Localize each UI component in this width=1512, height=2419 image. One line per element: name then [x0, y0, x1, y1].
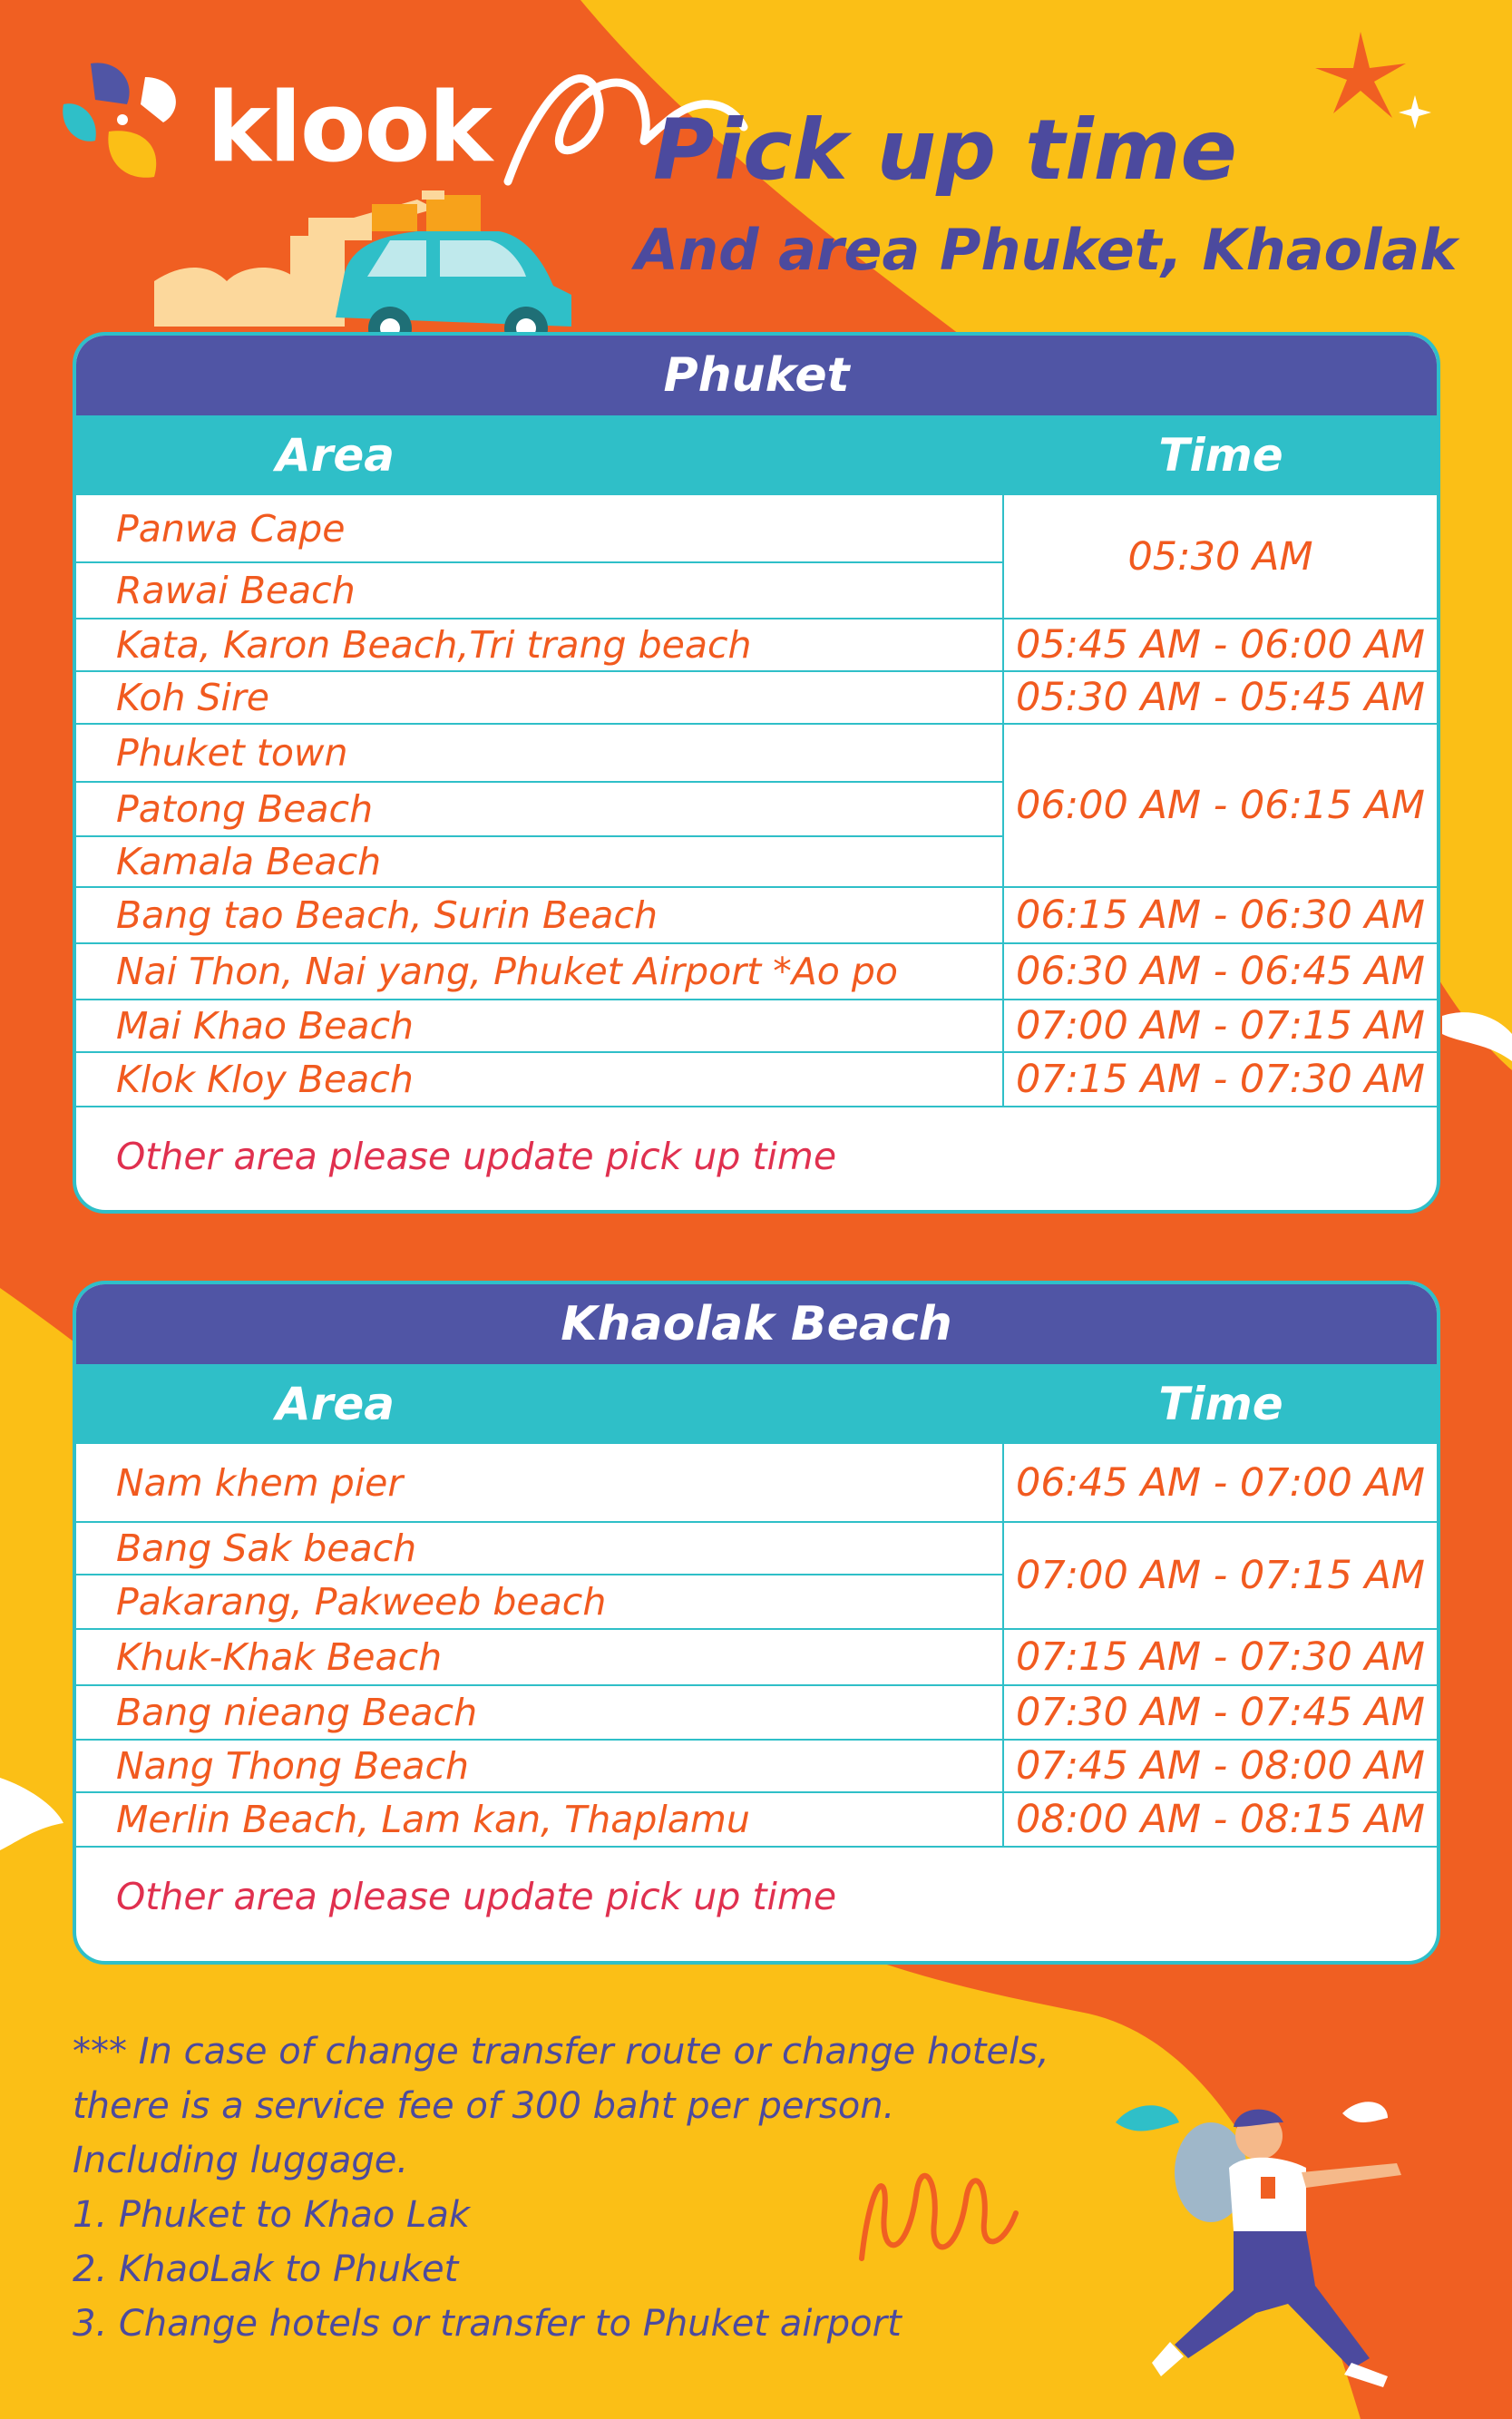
time-cell: 08:00 AM - 08:15 AM [1003, 1792, 1437, 1847]
klook-logo-icon [54, 54, 190, 190]
phuket-column-header [76, 415, 1437, 495]
area-cell: Nang Thong Beach [76, 1740, 1003, 1792]
area-cell: Kata, Karon Beach,Tri trang beach [76, 619, 1003, 671]
time-cell: 06:15 AM - 06:30 AM [1003, 887, 1437, 943]
time-cell: 05:30 AM [1003, 495, 1437, 619]
time-cell: 06:45 AM - 07:00 AM [1003, 1444, 1437, 1522]
brand-logo[interactable] [54, 54, 490, 190]
area-cell: Kamala Beach [76, 836, 1003, 887]
area-cell: Phuket town [76, 724, 1003, 782]
time-column-header: Time [1158, 1378, 1283, 1430]
footer-line: 2. KhaoLak to Phuket [73, 2248, 459, 2290]
area-cell: Bang tao Beach, Surin Beach [76, 887, 1003, 943]
khaolak-column-header [76, 1364, 1437, 1444]
time-cell: 06:00 AM - 06:15 AM [1003, 724, 1437, 887]
footer-line: 1. Phuket to Khao Lak [73, 2194, 470, 2236]
page-subtitle: And area Phuket, Khaolak [635, 217, 1458, 283]
area-cell: Patong Beach [76, 782, 1003, 836]
area-cell: Khuk-Khak Beach [76, 1629, 1003, 1685]
footer-line: Including luggage. [73, 2140, 409, 2181]
time-cell: 05:30 AM - 05:45 AM [1003, 671, 1437, 724]
page-title: Pick up time [653, 102, 1237, 199]
time-cell: 07:00 AM - 07:15 AM [1003, 1522, 1437, 1629]
footer-line: *** In case of change transfer route or change hotels, [73, 2031, 1049, 2073]
area-cell: Pakarang, Pakweeb beach [76, 1575, 1003, 1629]
area-cell: Mai Khao Beach [76, 1000, 1003, 1052]
khaolak-card [73, 1281, 1440, 1965]
area-cell: Bang nieang Beach [76, 1685, 1003, 1740]
area-cell: Klok Kloy Beach [76, 1052, 1003, 1107]
brand-name: klook [207, 72, 491, 183]
khaolak-table [76, 1444, 1437, 1848]
time-cell: 07:45 AM - 08:00 AM [1003, 1740, 1437, 1792]
scribble-decoration [853, 2159, 1025, 2277]
footer-line: 3. Change hotels or transfer to Phuket airport [73, 2303, 902, 2345]
area-cell: Rawai Beach [76, 562, 1003, 619]
phuket-note: Other area please update pick up time [116, 1135, 837, 1178]
time-cell: 07:30 AM - 07:45 AM [1003, 1685, 1437, 1740]
traveler-running-icon [1097, 2086, 1478, 2395]
time-cell: 07:15 AM - 07:30 AM [1003, 1629, 1437, 1685]
car-with-luggage-icon [154, 181, 590, 354]
area-cell: Nai Thon, Nai yang, Phuket Airport *Ao po [76, 943, 1003, 1000]
phuket-card [73, 332, 1440, 1214]
area-column-header: Area [276, 1378, 395, 1430]
area-cell: Koh Sire [76, 671, 1003, 724]
khaolak-note: Other area please update pick up time [116, 1875, 837, 1918]
area-cell: Merlin Beach, Lam kan, Thaplamu [76, 1792, 1003, 1847]
time-column-header: Time [1158, 429, 1283, 482]
time-cell: 07:00 AM - 07:15 AM [1003, 1000, 1437, 1052]
time-cell: 06:30 AM - 06:45 AM [1003, 943, 1437, 1000]
time-cell: 07:15 AM - 07:30 AM [1003, 1052, 1437, 1107]
area-cell: Bang Sak beach [76, 1522, 1003, 1575]
time-cell: 05:45 AM - 06:00 AM [1003, 619, 1437, 671]
khaolak-card-title: Khaolak Beach [76, 1284, 1437, 1364]
area-cell: Nam khem pier [76, 1444, 1003, 1522]
area-cell: Panwa Cape [76, 495, 1003, 562]
phuket-card-title: Phuket [76, 336, 1437, 415]
footer-line: there is a service fee of 300 baht per person. [73, 2085, 895, 2127]
area-column-header: Area [276, 429, 395, 482]
phuket-table [76, 495, 1437, 1107]
